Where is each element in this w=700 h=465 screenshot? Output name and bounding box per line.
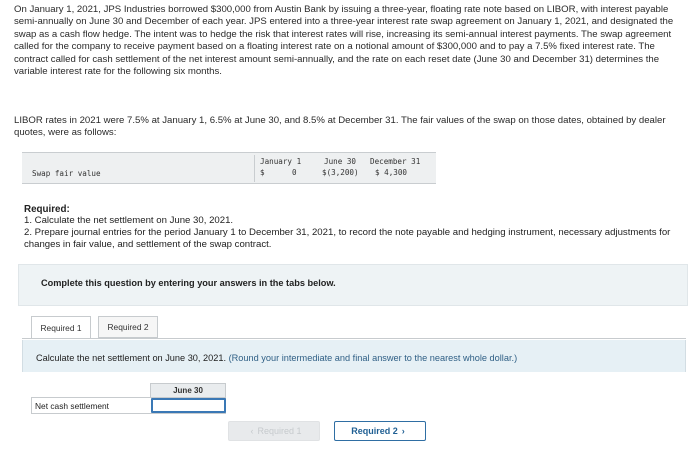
- tab-required-1[interactable]: Required 1: [31, 316, 91, 339]
- prev-required-button[interactable]: [228, 421, 320, 441]
- required-item-1: 1. Calculate the net settlement on June 30, 2021.: [24, 215, 234, 226]
- instructions-panel: [18, 264, 688, 306]
- required-item-2: 2. Prepare journal entries for the period January 1 to December 31, 2021, to record the note payable and hedging instrument, necessary adjustments for changes in fair value, and settlement of the swap contract.: [24, 227, 671, 250]
- value-december-31: $ 4,300: [375, 168, 408, 177]
- swap-fair-value-table: [22, 152, 436, 184]
- chevron-right-icon: ›: [401, 426, 405, 436]
- next-required-button[interactable]: [334, 421, 426, 441]
- table-row: [31, 397, 226, 414]
- required-title: Required:: [24, 204, 70, 215]
- problem-paragraph-1: On January 1, 2021, JPS Industries borrowed $300,000 from Austin Bank by issuing a three-year, floating rate note based on LIBOR, with interest payable semi-annually on June 30 and December of each year. JPS entered into a three-year interest rate swap agreement on January 1, 2021, and designated the swap as a cash flow hedge. The intent was to hedge the risk that interest rates will rise, increasing its semi-annual interest payments. The swap agreement called for the company to receive payment based on a floating interest rate on a notional amount of $300,000 and to pay a 7.5% fixed interest rate. The contract called for cash settlement of the net interest amount semi-annually, and the rate on each reset date (June 30 and December 31) determines the variable interest rate for the following six months.: [14, 4, 674, 78]
- chevron-left-icon: ‹: [250, 426, 254, 436]
- complete-prompt: Complete this question by entering your answers in the tabs below.: [41, 278, 336, 288]
- answer-column-header: June 30: [150, 383, 226, 397]
- prev-button-label: Required 1: [257, 426, 302, 436]
- tab-divider: [22, 338, 686, 339]
- value-january-1: $ 0: [260, 168, 297, 177]
- instruction-main: Calculate the net settlement on June 30, 2021.: [36, 353, 227, 363]
- net-cash-settlement-input[interactable]: [151, 398, 226, 413]
- net-cash-settlement-label: Net cash settlement: [35, 401, 110, 411]
- question-instruction: [22, 340, 686, 372]
- col-header-december-31: December 31: [370, 157, 421, 166]
- next-button-label: Required 2: [351, 426, 398, 436]
- instruction-note: (Round your intermediate and final answer to the nearest whole dollar.): [228, 353, 518, 363]
- col-header-january-1: January 1: [260, 157, 302, 166]
- column-divider: [254, 155, 255, 182]
- value-june-30: $(3,200): [322, 168, 359, 177]
- swap-row-label: Swap fair value: [32, 169, 101, 178]
- col-header-june-30: June 30: [324, 157, 357, 166]
- problem-paragraph-2: LIBOR rates in 2021 were 7.5% at January 1, 6.5% at June 30, and 8.5% at December 31. The fair values of the swap on those dates, obtained by dealer quotes, were as follows:: [14, 115, 666, 139]
- tab-required-2[interactable]: Required 2: [98, 316, 158, 338]
